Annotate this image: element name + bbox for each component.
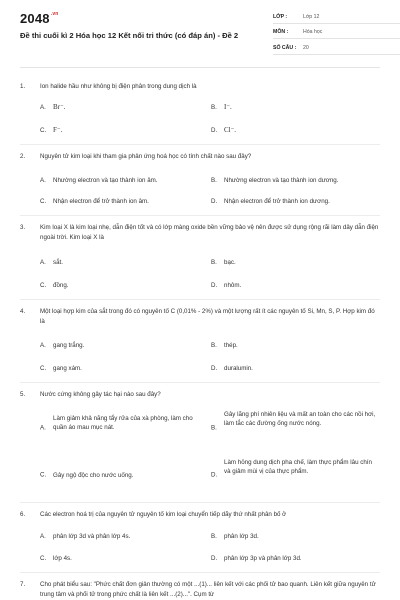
option-text: thép. <box>224 342 238 349</box>
question-text: Cho phát biểu sau: "Phức chất đơn giản thường có một ...(1)... liên kết với các phối tử bao quanh. Liên kết giữa nguyên tử trung tâm và phối tử trong phức chất là liên kết ...(2)...". Cụm từ <box>40 581 376 598</box>
option-a[interactable] <box>40 258 190 268</box>
meta-key: MÔN : <box>273 29 289 36</box>
question-stem <box>20 82 380 92</box>
option-letter: B. <box>211 424 217 432</box>
question-number: 5. <box>20 391 26 398</box>
option-a[interactable] <box>40 176 208 186</box>
option-a[interactable] <box>40 412 205 444</box>
site-logo[interactable] <box>20 11 59 26</box>
question-stem <box>20 152 380 162</box>
question-text: Ion halide hầu như không bị điện phân trong dung dịch là <box>40 83 197 90</box>
option-text: gang trắng. <box>53 342 85 349</box>
option-text: Br⁻. <box>53 103 66 111</box>
option-text: phân lớp 3p và phân lớp 3d. <box>224 555 302 562</box>
option-letter: C. <box>40 471 47 479</box>
logo-suffix: .vn <box>50 11 59 17</box>
question-divider <box>20 144 380 145</box>
option-a[interactable] <box>40 103 190 113</box>
option-letter: A. <box>40 424 46 432</box>
meta-value: Hóa học <box>303 29 323 36</box>
document-title: Đề thi cuối kì 2 Hóa học 12 Kết nối tri thức (có đáp án) - Đề 2 <box>20 31 239 40</box>
option-c[interactable] <box>40 460 205 490</box>
option-c[interactable] <box>40 364 190 374</box>
option-d[interactable] <box>211 197 380 207</box>
question-divider <box>20 299 380 300</box>
option-text: sắt. <box>53 259 63 266</box>
question-number: 1. <box>20 83 26 90</box>
option-letter: D. <box>211 198 218 205</box>
meta-row-count <box>273 42 400 55</box>
question-stem <box>20 580 380 600</box>
option-letter: B. <box>211 533 217 540</box>
document-header <box>20 0 380 68</box>
option-letter: C. <box>40 127 47 134</box>
option-letter: C. <box>40 365 47 372</box>
option-d[interactable] <box>211 281 361 291</box>
option-letter: A. <box>40 104 46 111</box>
option-b[interactable] <box>211 532 376 542</box>
question-5 <box>20 390 380 400</box>
question-number: 4. <box>20 308 26 315</box>
question-divider <box>20 382 380 383</box>
option-text: F⁻. <box>53 126 63 134</box>
option-text: Nhường electron và tạo thành ion âm. <box>53 177 158 184</box>
question-text: Nước cứng không gây tác hại nào sau đây? <box>40 391 161 398</box>
question-divider <box>20 215 380 216</box>
question-number: 3. <box>20 224 26 231</box>
question-3 <box>20 223 380 243</box>
option-b[interactable] <box>211 341 361 351</box>
question-7 <box>20 580 380 600</box>
option-d[interactable] <box>211 126 361 136</box>
question-1 <box>20 82 380 92</box>
option-b[interactable] <box>211 258 361 268</box>
question-divider <box>20 502 380 503</box>
option-text: Gây ngộ độc cho nước uống. <box>53 472 134 479</box>
question-stem <box>20 223 380 243</box>
option-letter: C. <box>40 198 47 205</box>
option-text: phân lớp 3d. <box>224 533 259 540</box>
option-text: Nhận electron để trở thành ion dương. <box>224 198 330 205</box>
meta-row-subject <box>273 27 400 40</box>
option-text: lớp 4s. <box>53 555 72 562</box>
option-d[interactable] <box>211 458 380 492</box>
option-text: gang xám. <box>53 365 82 372</box>
option-c[interactable] <box>40 197 208 207</box>
option-d[interactable] <box>211 364 361 374</box>
option-d[interactable] <box>211 554 376 564</box>
option-letter: D. <box>211 282 218 289</box>
option-letter: B. <box>211 342 217 349</box>
question-text: Kim loại X là kim loại nhẹ, dẫn điện tốt và có lớp màng oxide bền vững bảo vệ nên được sử dụng rộng rãi làm dây dẫn điện ngoài trời. Kim loại X là <box>40 224 379 241</box>
option-text: nhôm. <box>224 282 242 289</box>
option-text: Cl⁻. <box>224 126 237 134</box>
option-letter: A. <box>40 177 46 184</box>
option-text: Làm hỏng dung dịch pha chế, làm thực phẩm lâu chín và giảm mùi vị của thực phẩm. <box>224 459 372 475</box>
option-letter: C. <box>40 555 47 562</box>
option-text: Nhận electron để trở thành ion âm. <box>53 198 149 205</box>
option-text: phân lớp 3d và phân lớp 4s. <box>53 533 131 540</box>
exam-meta <box>273 11 400 58</box>
option-c[interactable] <box>40 281 190 291</box>
meta-row-class <box>273 11 400 24</box>
option-text: bạc. <box>224 259 236 266</box>
option-letter: A. <box>40 259 46 266</box>
question-text: Một loại hợp kim của sắt trong đó có nguyên tố C (0,01% - 2%) và một lượng rất ít các nguyên tố Si, Mn, S, P. Hợp kim đó là <box>40 308 375 325</box>
question-text: Nguyên tử kim loại khi tham gia phản ứng hoá học có tính chất nào sau đây? <box>40 153 252 160</box>
option-text: đồng. <box>53 282 69 289</box>
option-letter: D. <box>211 127 218 134</box>
question-4 <box>20 307 380 327</box>
question-2 <box>20 152 380 162</box>
option-letter: D. <box>211 365 218 372</box>
option-letter: A. <box>40 533 46 540</box>
option-letter: B. <box>211 177 217 184</box>
option-c[interactable] <box>40 554 205 564</box>
question-number: 6. <box>20 511 26 518</box>
question-text: Các electron hoá trị của nguyên tử nguyên tố kim loại chuyển tiếp dãy thứ nhất phân bố ở <box>40 511 287 518</box>
question-6 <box>20 510 380 520</box>
option-text: Gây lãng phí nhiên liệu và mất an toàn cho các nồi hơi, làm tắc các đường ống nước nóng. <box>224 411 376 427</box>
option-letter: B. <box>211 104 217 111</box>
option-text: Làm giảm khả năng tẩy rửa của xà phòng, làm cho quần áo mau mục nát. <box>53 415 193 431</box>
option-letter: A. <box>40 342 46 349</box>
meta-value: 20 <box>303 44 309 51</box>
question-divider <box>20 572 380 573</box>
option-b[interactable] <box>211 176 380 186</box>
option-letter: C. <box>40 282 47 289</box>
option-b[interactable] <box>211 410 380 446</box>
question-stem <box>20 510 380 520</box>
meta-key: LỚP : <box>273 13 288 20</box>
option-letter: D. <box>211 471 218 479</box>
question-stem <box>20 390 380 400</box>
option-a[interactable] <box>40 532 205 542</box>
meta-value: Lớp 12 <box>303 13 320 20</box>
meta-key: SỐ CÂU : <box>273 44 297 51</box>
option-text: I⁻. <box>224 103 232 111</box>
option-b[interactable] <box>211 103 361 113</box>
option-a[interactable] <box>40 341 190 351</box>
option-c[interactable] <box>40 126 190 136</box>
option-letter: B. <box>211 259 217 266</box>
question-number: 2. <box>20 153 26 160</box>
question-stem <box>20 307 380 327</box>
question-number: 7. <box>20 581 26 588</box>
logo-text: 2048 <box>20 11 50 26</box>
option-text: Nhường electron và tạo thành ion dương. <box>224 177 339 184</box>
option-text: duralumin. <box>224 365 253 372</box>
option-letter: D. <box>211 555 218 562</box>
